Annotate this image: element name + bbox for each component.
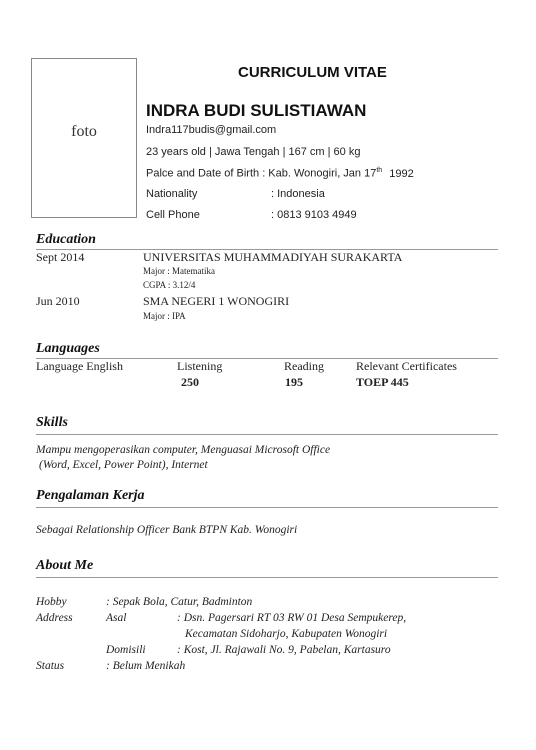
nationality-label: Nationality	[146, 188, 198, 200]
experience-divider	[36, 507, 498, 508]
birth-year: 1992	[389, 167, 414, 180]
about-heading: About Me	[36, 558, 94, 573]
asal-line-2: Kecamatan Sidoharjo, Kabupaten Wonogiri	[185, 628, 388, 640]
phone-label: Cell Phone	[146, 209, 200, 221]
experience-text: Sebagai Relationship Officer Bank BTPN Kab. Wonogiri	[36, 524, 298, 536]
languages-heading: Languages	[36, 341, 100, 356]
domisili-label: Domisili	[106, 644, 146, 656]
hobby-label: Hobby	[36, 596, 67, 608]
domisili-value: : Kost, Jl. Rajawali No. 9, Pabelan, Kartasuro	[177, 644, 391, 656]
skills-line-2: (Word, Excel, Power Point), Internet	[39, 459, 208, 471]
language-row-label: Language English	[36, 359, 123, 373]
nationality-value: : Indonesia	[271, 188, 325, 200]
asal-line-1: : Dsn. Pagersari RT 03 RW 01 Desa Sempukerep,	[177, 612, 407, 624]
language-certificate-score: TOEP 445	[356, 375, 409, 389]
skills-line-1: Mampu mengoperasikan computer, Menguasai Microsoft Office	[36, 444, 331, 456]
photo-placeholder	[31, 58, 137, 218]
education-date-1: Sept 2014	[36, 250, 85, 264]
language-reading-score: 195	[285, 375, 303, 389]
education-major-1: Major : Matematika	[143, 266, 215, 276]
birth-value: : Kab. Wonogiri, Jan 17	[262, 167, 377, 180]
skills-heading: Skills	[36, 415, 68, 430]
hobby-value: : Sepak Bola, Catur, Badminton	[106, 596, 253, 608]
education-school-2: SMA NEGERI 1 WONOGIRI	[143, 294, 290, 308]
birth-label: Palce and Date of Birth	[146, 167, 260, 180]
address-label: Address	[36, 612, 73, 624]
asal-label: Asal	[106, 612, 127, 624]
about-divider	[36, 577, 498, 578]
education-school-1: UNIVERSITAS MUHAMMADIYAH SURAKARTA	[143, 250, 403, 264]
status-label: Status	[36, 660, 65, 672]
document-title: CURRICULUM VITAE	[238, 64, 387, 81]
experience-heading: Pengalaman Kerja	[36, 488, 145, 503]
birth-sup: th	[376, 167, 383, 174]
summary-text: 23 years old | Jawa Tengah | 167 cm | 60 kg	[146, 146, 361, 158]
skills-divider	[36, 434, 498, 435]
language-col-reading: Reading	[284, 359, 324, 373]
language-col-certificates: Relevant Certificates	[356, 359, 457, 373]
phone-value: : 0813 9103 4949	[271, 209, 357, 221]
language-col-listening: Listening	[177, 359, 223, 373]
status-value: : Belum Menikah	[106, 660, 186, 672]
education-heading: Education	[36, 232, 96, 247]
education-major-2: Major : IPA	[143, 311, 186, 321]
education-date-2: Jun 2010	[36, 294, 80, 308]
photo-label: foto	[71, 123, 97, 140]
person-name: INDRA BUDI SULISTIAWAN	[146, 101, 367, 120]
birth-line	[146, 167, 414, 180]
language-listening-score: 250	[181, 375, 199, 389]
email-text: Indra117budis@gmail.com	[146, 124, 277, 136]
education-cgpa-1: CGPA : 3.12/4	[143, 280, 196, 290]
